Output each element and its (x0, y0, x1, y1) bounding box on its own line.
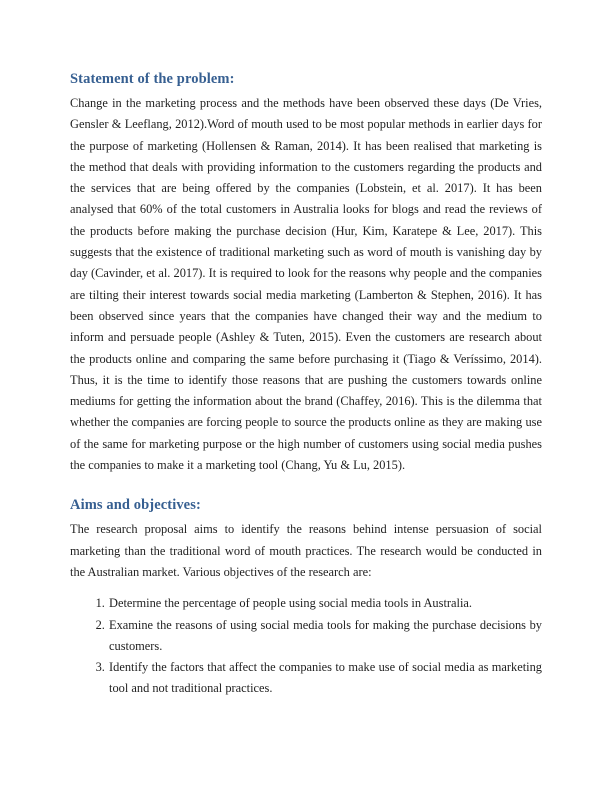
statement-of-problem-paragraph: Change in the marketing process and the methods have been observed these days (De Vries, Gensler & Leeflang, 2012).Word of mouth used to be most popular methods in earlier days for the purpose of marketing (Hollensen & Raman, 2014). It has been realised that marketing is the method that deals with providing information to the customers regarding the products and the services that are being offered by the companies (Lobstein, et al. 2017). It has been analysed that 60% of the total customers in Australia looks for blogs and read the reviews of the products before making the purchase decision (Hur, Kim, Karatepe & Lee, 2017). This suggests that the existence of traditional marketing such as word of mouth is vanishing day by day (Cavinder, et al. 2017). It is required to look for the reasons why people and the companies are tilting their interest towards social media marketing (Lamberton & Stephen, 2016). It has been observed since years that the companies have changed their way and the medium to inform and persuade people (Ashley & Tuten, 2015). Even the customers are research about the products online and comparing the same before purchasing it (Tiago & Veríssimo, 2014). Thus, it is the time to identify those reasons that are pushing the customers towards online mediums for getting the information about the brand (Chaffey, 2016). This is the dilemma that whether the companies are forcing people to source the products online as they are making use of the same for marketing purpose or the high number of customers using social media pushes the companies to make it a marketing tool (Chang, Yu & Lu, 2015). (70, 96, 542, 473)
objective-item-1: 1. Determine the percentage of people using social media tools in Australia. (108, 593, 542, 614)
section-statement-of-problem (70, 70, 542, 476)
objective-item-2: 2. Examine the reasons of using social media tools for making the purchase decisions by customers. (108, 615, 542, 658)
objectives-list (70, 593, 542, 699)
objective-item-3: 3. Identify the factors that affect the companies to make use of social media as marketing tool and not traditional practices. (108, 657, 542, 700)
aims-and-objectives-heading: Aims and objectives: (70, 497, 201, 514)
statement-of-problem-heading: Statement of the problem: (70, 71, 235, 87)
aims-and-objectives-paragraph: The research proposal aims to identify the reasons behind intense persuasion of social marketing than the traditional word of mouth practices. The research would be conducted in the Australian market. Various objectives of the research are: (70, 522, 542, 579)
section-aims-and-objectives (70, 496, 542, 699)
